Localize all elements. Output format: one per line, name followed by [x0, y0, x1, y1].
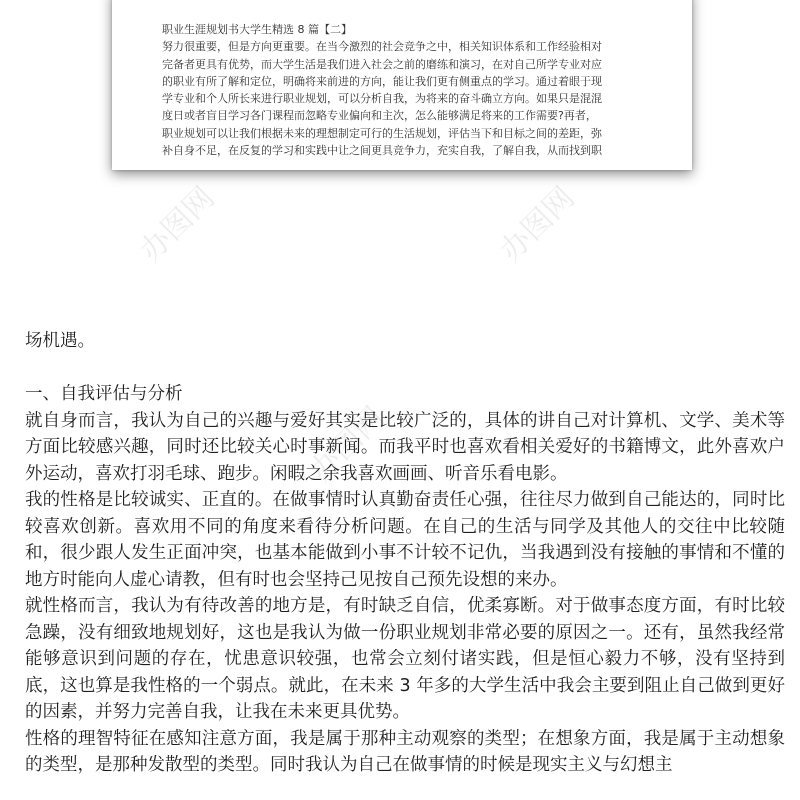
- preview-heading: 职业生涯规划书大学生精选 8 篇【二】: [162, 23, 352, 36]
- watermark: 办图网: [303, 400, 392, 489]
- watermark: 办图网: [493, 180, 582, 269]
- preview-line: 度日或者盲目学习各门课程而忽略专业偏向和主次，怎么能够满足将来的工作需要?再者，: [162, 109, 597, 123]
- preview-top-fragment: [162, 0, 652, 1]
- paragraph-interests: 就自身而言，我认为自己的兴趣与爱好其实是比较广泛的，具体的讲自己对计算机、文学、美术等方面比较感兴趣，同时还比较关心时事新闻。而我平时也喜欢看相关爱好的书籍博文，此外喜欢户外运动，喜欢打羽毛球、跑步。闲暇之余我喜欢画画、听音乐看电影。: [25, 410, 785, 484]
- preview-page-content: [162, 0, 652, 159]
- blank-line: [25, 355, 785, 382]
- preview-line: 补自身不足，在反复的学习和实践中让之间更具竞争力，充实自我，了解自我，从而找到职: [162, 144, 602, 158]
- preview-line: 学专业和个人所长来进行职业规划，可以分析自我，为将来的奋斗确立方向。如果只是混混: [162, 92, 602, 106]
- paragraph-weaknesses: 就性格而言，我认为有待改善的地方是，有时缺乏自信，优柔寡断。对于做事态度方面，有时比较急躁，没有细致地规划好，这也是我认为做一份职业规划非常必要的原因之一。还有，虽然我经常能够意识到问题的存在，忧患意识较强，也常会立刻付诸实践，但是恒心毅力不够，没有坚持到底，这也算是我性格的一个弱点。就此，在未来 3 年多的大学生活中我会主要到阻止自己做到更好的因素，并努力完善自我，让我在未来更具优势。: [25, 596, 785, 722]
- watermark: 办图网: [133, 180, 222, 269]
- section-title: 一、自我评估与分析: [25, 384, 183, 404]
- preview-line: 的职业有所了解和定位，明确将来前进的方向，能让我们更有侧重点的学习。通过着眼于现: [162, 74, 602, 88]
- preview-page-card: [112, 0, 692, 170]
- opening-fragment: 场机遇。: [25, 331, 95, 351]
- preview-line: 努力很重要，但是方向更重要。在当今激烈的社会竞争之中，相关知识体系和工作经验相对: [162, 40, 602, 54]
- document-body: [25, 328, 785, 779]
- paragraph-personality: 我的性格是比较诚实、正直的。在做事情时认真勤奋责任心强，往往尽力做到自己能达的，同时比较喜欢创新。喜欢用不同的角度来看待分析问题。在自己的生活与同学及其他人的交往中比较随和，很少跟人发生正面冲突，也基本能做到小事不计较不记仇，当我遇到没有接触的事情和不懂的地方时能向人虚心请教，但有时也会坚持己见按自己预先设想的来办。: [25, 490, 785, 590]
- preview-line: 职业规划可以让我们根据未来的理想制定可行的生活规划，评估当下和目标之间的差距，弥: [162, 126, 602, 140]
- paragraph-rational-traits: 性格的理智特征在感知注意方面，我是属于那种主动观察的类型；在想象方面，我是属于主动想象的类型，是那种发散型的类型。同时我认为自己在做事情的时候是现实主义与幻想主: [25, 728, 785, 775]
- preview-line: 完备者更具有优势，而大学生活是我们进入社会之前的磨练和演习，在对自己所学专业对应: [162, 57, 602, 71]
